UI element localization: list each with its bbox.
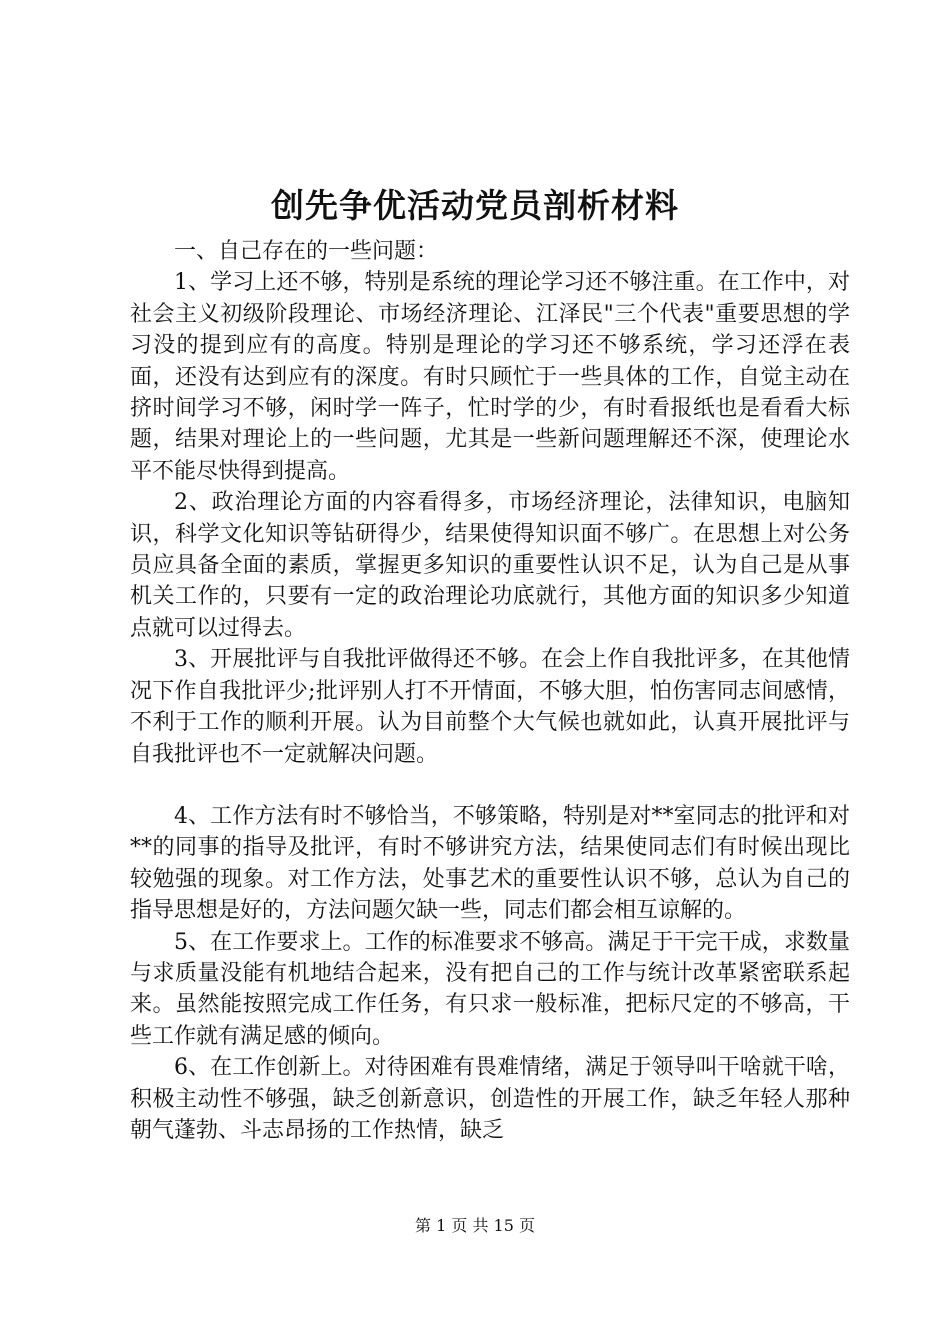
document-body [130,236,850,1146]
paragraph-5: 5、在工作要求上。工作的标准要求不够高。满足于干完干成，求数量与求质量没能有机地结合起来，没有把自己的工作与统计改革紧密联系起来。虽然能按照完成工作任务，有只求一般标准，把标尺定的不够高，干些工作就有满足感的倾向。 [130,929,850,1049]
paragraph-4: 4、工作方法有时不够恰当，不够策略，特别是对**室同志的批评和对**的同事的指导及批评，有时不够讲究方法，结果使同志们有时候出现比较勉强的现象。对工作方法，处事艺术的重要性认识不够，总认为自己的指导思想是好的，方法问题欠缺一些，同志们都会相互谅解的。 [130,803,850,924]
paragraph-1: 1、学习上还不够，特别是系统的理论学习还不够注重。在工作中，对社会主义初级阶段理论、市场经济理论、江泽民"三个代表"重要思想的学习没的提到应有的高度。特别是理论的学习还不够系统，学习还浮在表面，还没有达到应有的深度。有时只顾忙于一些具体的工作，自觉主动在挤时间学习不够，闲时学一阵子，忙时学的少，有时看报纸也是看看大标题，结果对理论上的一些问题，尤其是一些新问题理解还不深，使理论水平不能尽快得到提高。 [130,270,850,484]
page-number-footer: 第 1 页 共 15 页 [415,1216,535,1235]
section-heading: 一、自己存在的一些问题： [174,239,439,264]
paragraph-3: 3、开展批评与自我批评做得还不够。在会上作自我批评多，在其他情况下作自我批评少;批评别人打不开情面，不够大胆，怕伤害同志间感情，不利于工作的顺利开展。认为目前整个大气候也就如此，认真开展批评与自我批评也不一定就解决问题。 [130,647,850,767]
paragraph-spacer [130,770,850,801]
document-title: 创先争优活动党员剖析材料 [271,186,679,225]
paragraph-2: 2、政治理论方面的内容看得多，市场经济理论，法律知识，电脑知识，科学文化知识等钻研得少，结果使得知识面不够广。在思想上对公务员应具备全面的素质，掌握更多知识的重要性认识不足，认为自己是从事机关工作的，只要有一定的政治理论功底就行，其他方面的知识多少知道点就可以过得去。 [130,490,850,641]
paragraph-6: 6、在工作创新上。对待困难有畏难情绪，满足于领导叫干啥就干啥，积极主动性不够强，缺乏创新意识，创造性的开展工作，缺乏年轻人那种朝气蓬勃、斗志昂扬的工作热情，缺乏 [130,1055,850,1143]
